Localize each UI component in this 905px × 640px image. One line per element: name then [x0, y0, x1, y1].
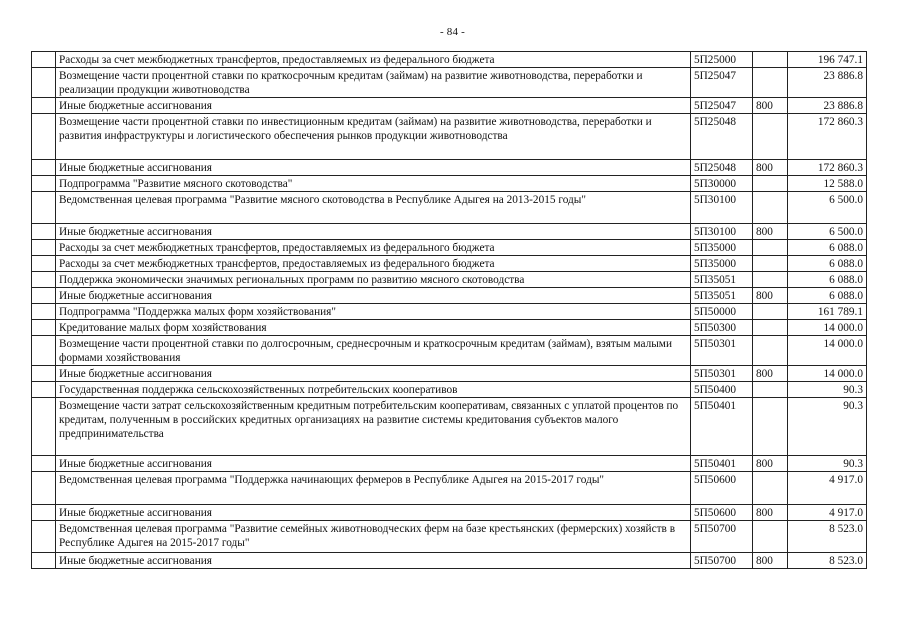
row-code: 5П25048 [691, 114, 753, 160]
row-expense-type [753, 256, 788, 272]
row-code: 5П50600 [691, 505, 753, 521]
table-row [32, 224, 867, 240]
row-indent-cell [32, 224, 56, 240]
table-row [32, 192, 867, 224]
row-sum: 14 000.0 [788, 336, 867, 366]
row-name: Иные бюджетные ассигнования [56, 98, 691, 114]
row-indent-cell [32, 52, 56, 68]
row-sum: 4 917.0 [788, 472, 867, 505]
row-expense-type: 800 [753, 553, 788, 569]
row-sum: 6 500.0 [788, 192, 867, 224]
row-name: Ведомственная целевая программа "Развитие мясного скотоводства в Республике Адыгея на 2013-2015 годы" [56, 192, 691, 224]
row-indent-cell [32, 272, 56, 288]
table-row [32, 521, 867, 553]
row-name: Подпрограмма "Поддержка малых форм хозяйствования" [56, 304, 691, 320]
row-name: Иные бюджетные ассигнования [56, 505, 691, 521]
row-code: 5П50700 [691, 521, 753, 553]
row-indent-cell [32, 68, 56, 98]
row-name: Кредитование малых форм хозяйствования [56, 320, 691, 336]
row-indent-cell [32, 472, 56, 505]
row-name: Государственная поддержка сельскохозяйственных потребительских кооперативов [56, 382, 691, 398]
table-row [32, 304, 867, 320]
table-row [32, 114, 867, 160]
row-sum: 23 886.8 [788, 98, 867, 114]
row-name: Иные бюджетные ассигнования [56, 160, 691, 176]
row-expense-type: 800 [753, 288, 788, 304]
row-expense-type [753, 304, 788, 320]
row-indent-cell [32, 366, 56, 382]
row-name: Расходы за счет межбюджетных трансфертов, предоставляемых из федерального бюджета [56, 240, 691, 256]
row-code: 5П50300 [691, 320, 753, 336]
row-indent-cell [32, 98, 56, 114]
row-indent-cell [32, 160, 56, 176]
row-indent-cell [32, 456, 56, 472]
row-indent-cell [32, 304, 56, 320]
row-sum: 6 500.0 [788, 224, 867, 240]
budget-table-body [32, 52, 867, 569]
table-row [32, 553, 867, 569]
row-name: Иные бюджетные ассигнования [56, 224, 691, 240]
table-row [32, 160, 867, 176]
row-name: Ведомственная целевая программа "Поддержка начинающих фермеров в Республике Адыгея на 2015-2017 годы" [56, 472, 691, 505]
row-code: 5П50000 [691, 304, 753, 320]
row-sum: 14 000.0 [788, 366, 867, 382]
table-row [32, 288, 867, 304]
table-row [32, 68, 867, 98]
row-expense-type: 800 [753, 366, 788, 382]
row-name: Возмещение части процентной ставки по долгосрочным, среднесрочным и краткосрочным кредитам (займам), взятым малыми формами хозяйствования [56, 336, 691, 366]
row-name: Возмещение части процентной ставки по инвестиционным кредитам (займам) на развитие животноводства, переработки и развития инфраструктуры и логистического обеспечения рынков продукции животноводства [56, 114, 691, 160]
row-name: Расходы за счет межбюджетных трансфертов, предоставляемых из федерального бюджета [56, 52, 691, 68]
row-sum: 23 886.8 [788, 68, 867, 98]
row-indent-cell [32, 256, 56, 272]
row-indent-cell [32, 192, 56, 224]
row-indent-cell [32, 114, 56, 160]
row-name: Возмещение части процентной ставки по краткосрочным кредитам (займам) на развитие животноводства, переработки и реализации продукции животноводства [56, 68, 691, 98]
row-code: 5П50301 [691, 336, 753, 366]
table-row [32, 456, 867, 472]
row-indent-cell [32, 521, 56, 553]
row-name: Ведомственная целевая программа "Развитие семейных животноводческих ферм на базе крестьянских (фермерских) хозяйств в Республике Адыгея на 2015-2017 годы" [56, 521, 691, 553]
row-code: 5П25048 [691, 160, 753, 176]
row-expense-type [753, 114, 788, 160]
row-code: 5П50301 [691, 366, 753, 382]
row-indent-cell [32, 240, 56, 256]
table-row [32, 366, 867, 382]
row-code: 5П50401 [691, 456, 753, 472]
row-indent-cell [32, 288, 56, 304]
row-code: 5П35000 [691, 256, 753, 272]
row-name: Иные бюджетные ассигнования [56, 366, 691, 382]
row-expense-type [753, 336, 788, 366]
row-indent-cell [32, 553, 56, 569]
row-indent-cell [32, 176, 56, 192]
row-name: Возмещение части затрат сельскохозяйственным кредитным потребительским кооперативам, связанных с уплатой процентов по кредитам, полученным в российских кредитных организациях на развитие системы кредитования субъектов малого предпринимательства [56, 398, 691, 456]
row-expense-type [753, 176, 788, 192]
row-expense-type [753, 382, 788, 398]
row-name: Иные бюджетные ассигнования [56, 288, 691, 304]
table-row [32, 272, 867, 288]
row-code: 5П25047 [691, 98, 753, 114]
row-code: 5П50400 [691, 382, 753, 398]
table-row [32, 505, 867, 521]
table-row [32, 320, 867, 336]
row-name: Подпрограмма "Развитие мясного скотоводства" [56, 176, 691, 192]
row-expense-type [753, 192, 788, 224]
row-sum: 172 860.3 [788, 160, 867, 176]
row-sum: 14 000.0 [788, 320, 867, 336]
row-expense-type: 800 [753, 456, 788, 472]
row-expense-type [753, 52, 788, 68]
row-code: 5П25000 [691, 52, 753, 68]
row-code: 5П30000 [691, 176, 753, 192]
row-sum: 8 523.0 [788, 553, 867, 569]
row-code: 5П35051 [691, 288, 753, 304]
row-expense-type [753, 398, 788, 456]
row-code: 5П50401 [691, 398, 753, 456]
row-sum: 8 523.0 [788, 521, 867, 553]
row-expense-type [753, 272, 788, 288]
row-sum: 90.3 [788, 456, 867, 472]
row-code: 5П50700 [691, 553, 753, 569]
table-row [32, 176, 867, 192]
row-sum: 12 588.0 [788, 176, 867, 192]
row-indent-cell [32, 398, 56, 456]
table-row [32, 240, 867, 256]
row-sum: 90.3 [788, 398, 867, 456]
row-sum: 172 860.3 [788, 114, 867, 160]
row-expense-type: 800 [753, 505, 788, 521]
row-sum: 6 088.0 [788, 256, 867, 272]
row-sum: 90.3 [788, 382, 867, 398]
table-row [32, 398, 867, 456]
row-expense-type [753, 472, 788, 505]
table-row [32, 52, 867, 68]
row-sum: 6 088.0 [788, 240, 867, 256]
row-name: Иные бюджетные ассигнования [56, 553, 691, 569]
row-expense-type: 800 [753, 224, 788, 240]
budget-table [31, 51, 867, 569]
row-indent-cell [32, 320, 56, 336]
row-name: Поддержка экономически значимых региональных программ по развитию мясного скотоводства [56, 272, 691, 288]
row-sum: 4 917.0 [788, 505, 867, 521]
row-sum: 6 088.0 [788, 288, 867, 304]
table-row [32, 382, 867, 398]
row-code: 5П25047 [691, 68, 753, 98]
row-indent-cell [32, 505, 56, 521]
row-expense-type [753, 68, 788, 98]
row-sum: 161 789.1 [788, 304, 867, 320]
row-expense-type [753, 320, 788, 336]
row-expense-type [753, 240, 788, 256]
row-expense-type: 800 [753, 98, 788, 114]
page-number: - 84 - [439, 26, 466, 38]
row-code: 5П35051 [691, 272, 753, 288]
row-indent-cell [32, 336, 56, 366]
row-expense-type [753, 521, 788, 553]
row-code: 5П35000 [691, 240, 753, 256]
row-name: Иные бюджетные ассигнования [56, 456, 691, 472]
row-sum: 6 088.0 [788, 272, 867, 288]
row-code: 5П30100 [691, 192, 753, 224]
table-row [32, 98, 867, 114]
table-row [32, 472, 867, 505]
row-expense-type: 800 [753, 160, 788, 176]
row-name: Расходы за счет межбюджетных трансфертов, предоставляемых из федерального бюджета [56, 256, 691, 272]
row-code: 5П50600 [691, 472, 753, 505]
row-code: 5П30100 [691, 224, 753, 240]
table-row [32, 256, 867, 272]
row-sum: 196 747.1 [788, 52, 867, 68]
table-row [32, 336, 867, 366]
row-indent-cell [32, 382, 56, 398]
